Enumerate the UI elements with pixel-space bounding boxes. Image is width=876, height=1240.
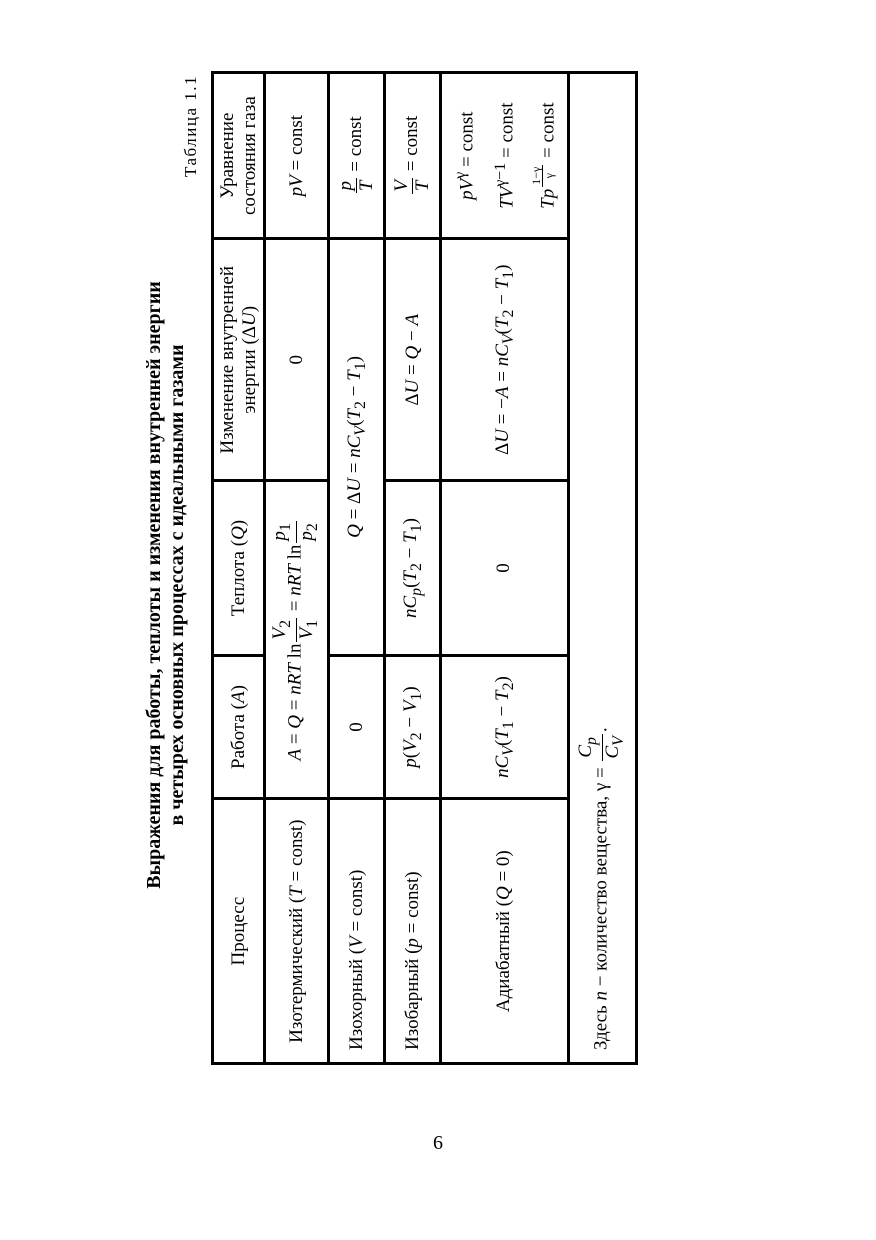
header-work: Работа (A) (213, 655, 265, 799)
header-process: Процесс (213, 799, 265, 1064)
title-line-2: в четырех основных процессах с идеальными газами (166, 344, 188, 826)
table-row-isobaric (385, 73, 441, 1064)
du-adiabatic: $\Delta U = -A = nC_V(T_2 - T_1)$ (441, 239, 569, 481)
header-row (213, 73, 265, 1064)
eq-adiabatic: $pV^\gamma$ = const $TV^{\gamma-1}$ = const Tp $^{1-\gamma \gamma}$ = const (441, 73, 569, 239)
heat-du-isochoric: $Q = \Delta U = nC_V(T_2 - T_1)$ (329, 239, 385, 655)
work-isochoric: 0 (329, 655, 385, 799)
eq-isochoric: p T = const (329, 73, 385, 239)
du-isothermal: 0 (265, 239, 329, 481)
table-label: Таблица 1.1 (181, 75, 200, 177)
heat-adiabatic: 0 (441, 481, 569, 655)
eq-isobaric: V T = const (385, 73, 441, 239)
table-row-footnote (568, 73, 636, 1064)
work-adiabatic: $nC_V(T_1 - T_2)$ (441, 655, 569, 799)
title-line-1: Выражения для работы, теплоты и изменения внутренней энергии (143, 281, 165, 889)
table-row-isothermal (265, 73, 329, 1064)
du-isobaric: ΔU = Q − A (385, 239, 441, 481)
process-adiabatic: Адиабатный (Q = 0) (441, 799, 569, 1064)
table-row-isochoric (329, 73, 385, 1064)
table-title (143, 75, 189, 1095)
eq-isothermal: pV = const (265, 73, 329, 239)
process-isobaric: Изобарный (p = const) (385, 799, 441, 1064)
header-heat: Теплота (Q) (213, 481, 265, 655)
header-du: Изменение внутренней энергии (ΔU) (213, 239, 265, 481)
table-row-adiabatic (441, 73, 569, 1064)
work-isobaric: $p(V_2 - V_1)$ (385, 655, 441, 799)
heat-isobaric: $nC_p(T_2 - T_1)$ (385, 481, 441, 655)
header-eq: Уравнение состояния газа (213, 73, 265, 239)
footnote: Здесь n − количество вещества, γ = $C_p$ $C_V$ . (568, 73, 636, 1064)
rotated-page-content (143, 75, 713, 1095)
work-heat-isothermal: A = Q = nRT ln $V_2$ $V_1$ = nRT ln $p_1$ $p_2$ (265, 481, 329, 799)
process-isothermal: Изотермический (T = const) (265, 799, 329, 1064)
page-number: 6 (433, 1132, 443, 1154)
processes-table (211, 71, 638, 1065)
process-isochoric: Изохорный (V = const) (329, 799, 385, 1064)
